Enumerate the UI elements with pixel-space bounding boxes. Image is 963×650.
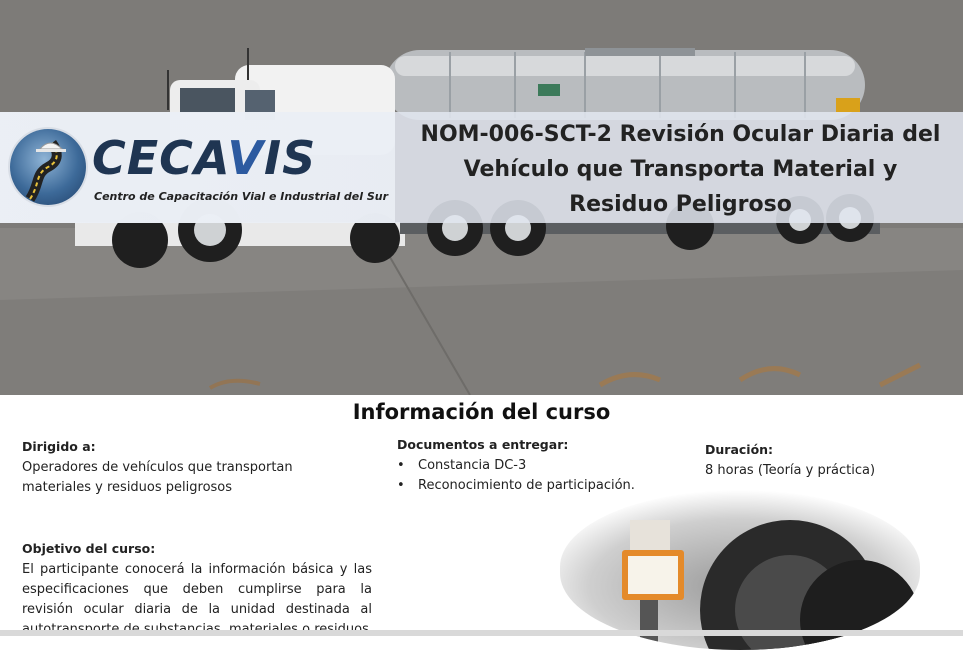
course-title-line: Vehículo que Transporta Material y xyxy=(463,157,898,182)
documents-label: Documentos a entregar: xyxy=(397,437,569,452)
bottom-scroll-edge xyxy=(0,630,963,636)
audience-text: Operadores de vehículos que transportan materiales y residuos peligrosos xyxy=(22,460,293,495)
document-item: Reconocimiento de participación. xyxy=(418,478,635,493)
inspection-photo xyxy=(560,490,920,650)
documents-block xyxy=(397,437,667,496)
course-title-line: Residuo Peligroso xyxy=(569,192,792,217)
duration-label: Duración: xyxy=(705,442,774,457)
audience-label: Dirigido a: xyxy=(22,439,96,454)
course-title xyxy=(398,117,963,222)
duration-text: 8 horas (Teoría y práctica) xyxy=(705,463,876,478)
list-item: • Constancia DC-3 xyxy=(397,458,527,473)
document-item: Constancia DC-3 xyxy=(418,458,527,473)
audience-block xyxy=(22,439,322,498)
duration-block xyxy=(705,442,925,481)
logo-wordmark: CECAVIS xyxy=(92,131,317,185)
objective-block xyxy=(22,541,372,640)
list-item: • Reconocimiento de participación. xyxy=(397,478,635,493)
objective-text: El participante conocerá la información básica y las especificaciones que deben cumplirse para la revisión ocular diaria de la unidad destinada al xyxy=(22,562,372,617)
logo-emblem-icon xyxy=(10,129,86,205)
objective-label: Objetivo del curso: xyxy=(22,541,156,556)
course-title-line: NOM-006-SCT-2 Revisión Ocular Diaria del xyxy=(420,122,941,147)
documents-list xyxy=(397,456,667,496)
section-title: Información del curso xyxy=(352,400,611,424)
logo-tagline: Centro de Capacitación Vial e Industrial del Sur xyxy=(94,190,389,203)
